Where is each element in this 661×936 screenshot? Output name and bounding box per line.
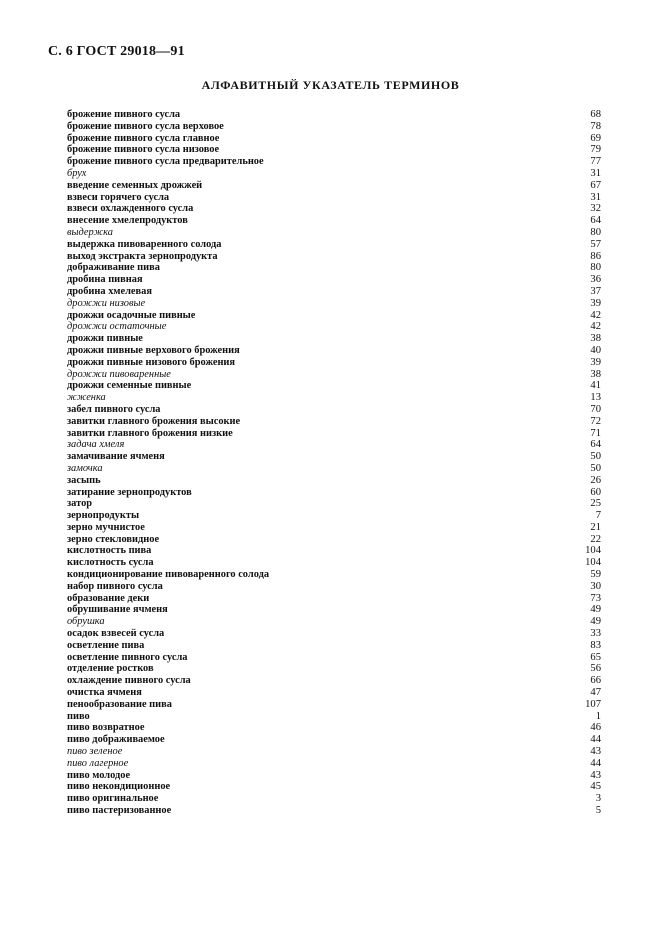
index-entry: [67, 133, 601, 145]
index-term: пиво дображиваемое: [67, 734, 165, 746]
index-term: пиво возвратное: [67, 722, 145, 734]
index-term: дрожжи осадочные пивные: [67, 309, 196, 321]
index-page-number: 7: [595, 510, 601, 522]
index-entry: [67, 475, 601, 487]
index-term: выдержка: [67, 226, 113, 238]
index-entry: [67, 345, 601, 357]
index-page-number: 80: [590, 262, 601, 274]
index-page-number: 36: [590, 274, 601, 286]
index-entry: [67, 203, 601, 215]
index-term: внесение хмелепродуктов: [67, 215, 188, 227]
index-entry: [67, 310, 601, 322]
index-entry: [67, 392, 601, 404]
index-entry: [67, 534, 601, 546]
index-term: пиво лагерное: [67, 757, 129, 769]
index-page-number: 59: [590, 569, 601, 581]
index-term: обрушивание ячменя: [67, 604, 168, 616]
index-term: осадок взвесей сусла: [67, 628, 165, 640]
index-page-number: 57: [590, 238, 601, 250]
index-term: кислотность сусла: [67, 557, 154, 569]
index-entry: [67, 758, 601, 770]
index-page-number: 79: [590, 144, 601, 156]
index-page-number: 50: [590, 451, 601, 463]
index-page-number: 37: [590, 285, 601, 297]
index-entry: [67, 439, 601, 451]
index-entry: [67, 380, 601, 392]
index-term: зерно мучнистое: [67, 521, 145, 533]
index-entry: [67, 640, 601, 652]
index-term: завитки главного брожения высокие: [67, 415, 241, 427]
index-entry: [67, 699, 601, 711]
index-page-number: 30: [590, 580, 601, 592]
index-term: брожение пивного сусла главное: [67, 132, 220, 144]
index-page-number: 42: [590, 309, 601, 321]
index-page-number: 60: [590, 486, 601, 498]
index-term: выход экстракта зернопродукта: [67, 250, 218, 262]
index-entry: [67, 357, 601, 369]
index-entry: [67, 369, 601, 381]
index-term: выдержка пивоваренного солода: [67, 238, 222, 250]
index-page-number: 49: [590, 604, 601, 616]
page-header: С. 6 ГОСТ 29018—91: [48, 44, 185, 59]
index-entry: [67, 616, 601, 628]
index-entry: [67, 805, 601, 817]
index-entry: [67, 251, 601, 263]
index-term: брожение пивного сусла верховое: [67, 120, 224, 132]
index-page-number: 5: [595, 805, 601, 817]
index-page-number: 43: [590, 769, 601, 781]
index-entry: [67, 522, 601, 534]
index-page-number: 44: [590, 734, 601, 746]
index-page-number: 1: [595, 710, 601, 722]
index-page-number: 49: [590, 616, 601, 628]
index-entry: [67, 734, 601, 746]
index-term: пиво пастеризованное: [67, 805, 172, 817]
index-term: введение семенных дрожжей: [67, 179, 203, 191]
index-entry: [67, 239, 601, 251]
index-entry: [67, 109, 601, 121]
index-page-number: 31: [590, 167, 601, 179]
index-term: замочка: [67, 462, 103, 474]
index-term: зернопродукты: [67, 510, 140, 522]
index-entry: [67, 487, 601, 499]
index-page-number: 69: [590, 132, 601, 144]
index-term: осветление пива: [67, 639, 145, 651]
index-term: кондиционирование пивоваренного солода: [67, 569, 270, 581]
index-page-number: 39: [590, 356, 601, 368]
index-entry: [67, 192, 601, 204]
index-entry: [67, 404, 601, 416]
index-term: дображивание пива: [67, 262, 160, 274]
index-term: зерно стекловидное: [67, 533, 160, 545]
index-page-number: 21: [590, 521, 601, 533]
index-page-number: 33: [590, 628, 601, 640]
page-title: АЛФАВИТНЫЙ УКАЗАТЕЛЬ ТЕРМИНОВ: [201, 78, 460, 92]
index-term: затор: [67, 498, 93, 510]
index-page-number: 68: [590, 109, 601, 120]
index-page-number: 64: [590, 215, 601, 227]
index-term: дрожжи пивные верхового брожения: [67, 344, 240, 356]
index-term: кислотность пива: [67, 545, 152, 557]
index-term: дробина пивная: [67, 274, 143, 286]
index-entry: [67, 286, 601, 298]
index-entry: [67, 557, 601, 569]
index-term: затирание зернопродуктов: [67, 486, 192, 498]
index-entry: [67, 215, 601, 227]
index-page-number: 38: [590, 368, 601, 380]
index-term: охлаждение пивного сусла: [67, 675, 191, 687]
index-entry: [67, 793, 601, 805]
index-entry: [67, 722, 601, 734]
index-page-number: 107: [585, 698, 601, 710]
index-entry: [67, 333, 601, 345]
index-page-number: 26: [590, 474, 601, 486]
index-term: пиво оригинальное: [67, 793, 159, 805]
index-entry: [67, 781, 601, 793]
index-page-number: 78: [590, 120, 601, 132]
index-term: дрожжи пивоваренные: [67, 368, 171, 380]
index-entry: [67, 675, 601, 687]
index-page-number: 71: [590, 427, 601, 439]
index-page-number: 56: [590, 663, 601, 675]
term-index-list: [67, 109, 601, 817]
index-term: замачивание ячменя: [67, 451, 165, 463]
index-page-number: 77: [590, 156, 601, 168]
index-entry: [67, 180, 601, 192]
index-entry: [67, 463, 601, 475]
index-term: брожение пивного сусла предварительное: [67, 156, 264, 168]
index-term: пиво молодое: [67, 769, 131, 781]
index-entry: [67, 604, 601, 616]
index-page-number: 104: [585, 557, 601, 569]
index-term: брожение пивного сусла: [67, 109, 181, 120]
index-page-number: 72: [590, 415, 601, 427]
index-term: пиво зеленое: [67, 746, 123, 758]
index-term: пиво: [67, 710, 90, 722]
index-page-number: 25: [590, 498, 601, 510]
index-page-number: 43: [590, 746, 601, 758]
index-term: дробина хмелевая: [67, 285, 152, 297]
index-page-number: 70: [590, 403, 601, 415]
index-term: осветление пивного сусла: [67, 651, 188, 663]
index-entry: [67, 498, 601, 510]
index-entry: [67, 770, 601, 782]
index-term: дрожжи семенные пивные: [67, 380, 192, 392]
index-term: обрушка: [67, 616, 105, 628]
index-term: дрожжи пивные: [67, 333, 143, 345]
index-term: дрожжи остаточные: [67, 321, 167, 333]
index-entry: [67, 144, 601, 156]
index-page-number: 66: [590, 675, 601, 687]
index-entry: [67, 121, 601, 133]
index-page-number: 42: [590, 321, 601, 333]
index-page-number: 31: [590, 191, 601, 203]
index-entry: [67, 593, 601, 605]
index-term: брух: [67, 167, 87, 179]
index-entry: [67, 298, 601, 310]
index-entry: [67, 262, 601, 274]
index-page-number: 65: [590, 651, 601, 663]
index-term: очистка ячменя: [67, 687, 142, 699]
index-entry: [67, 156, 601, 168]
index-page-number: 73: [590, 592, 601, 604]
index-term: завитки главного брожения низкие: [67, 427, 233, 439]
index-page-number: 64: [590, 439, 601, 451]
index-term: задача хмеля: [67, 439, 125, 451]
index-term: взвеси горячего сусла: [67, 191, 170, 203]
index-page-number: 22: [590, 533, 601, 545]
index-page-number: 39: [590, 297, 601, 309]
index-page-number: 83: [590, 639, 601, 651]
index-entry: [67, 569, 601, 581]
index-entry: [67, 746, 601, 758]
index-page-number: 40: [590, 344, 601, 356]
index-page-number: 67: [590, 179, 601, 191]
index-term: засыпь: [67, 474, 101, 486]
index-entry: [67, 168, 601, 180]
index-term: пиво некондиционное: [67, 781, 171, 793]
index-page-number: 46: [590, 722, 601, 734]
index-page-number: 32: [590, 203, 601, 215]
index-page-number: 80: [590, 226, 601, 238]
index-term: набор пивного сусла: [67, 580, 163, 592]
index-term: забел пивного сусла: [67, 403, 161, 415]
index-term: брожение пивного сусла низовое: [67, 144, 220, 156]
index-term: пенообразование пива: [67, 698, 172, 710]
index-page-number: 13: [590, 392, 601, 404]
index-term: дрожжи пивные низового брожения: [67, 356, 236, 368]
index-term: взвеси охлажденного сусла: [67, 203, 194, 215]
index-entry: [67, 687, 601, 699]
index-entry: [67, 581, 601, 593]
index-entry: [67, 510, 601, 522]
index-entry: [67, 416, 601, 428]
index-entry: [67, 545, 601, 557]
index-entry: [67, 451, 601, 463]
index-page-number: 86: [590, 250, 601, 262]
index-term: жженка: [67, 392, 106, 404]
index-term: отделение ростков: [67, 663, 154, 675]
index-page-number: 50: [590, 462, 601, 474]
index-page-number: 45: [590, 781, 601, 793]
index-entry: [67, 227, 601, 239]
index-page-number: 104: [585, 545, 601, 557]
index-entry: [67, 321, 601, 333]
index-page-number: 44: [590, 757, 601, 769]
index-term: образование деки: [67, 592, 150, 604]
index-term: дрожжи низовые: [67, 297, 146, 309]
index-entry: [67, 628, 601, 640]
index-entry: [67, 428, 601, 440]
index-entry: [67, 652, 601, 664]
index-page-number: 38: [590, 333, 601, 345]
index-entry: [67, 274, 601, 286]
index-page-number: 47: [590, 687, 601, 699]
index-entry: [67, 663, 601, 675]
index-page-number: 3: [595, 793, 601, 805]
index-page-number: 41: [590, 380, 601, 392]
index-entry: [67, 711, 601, 723]
